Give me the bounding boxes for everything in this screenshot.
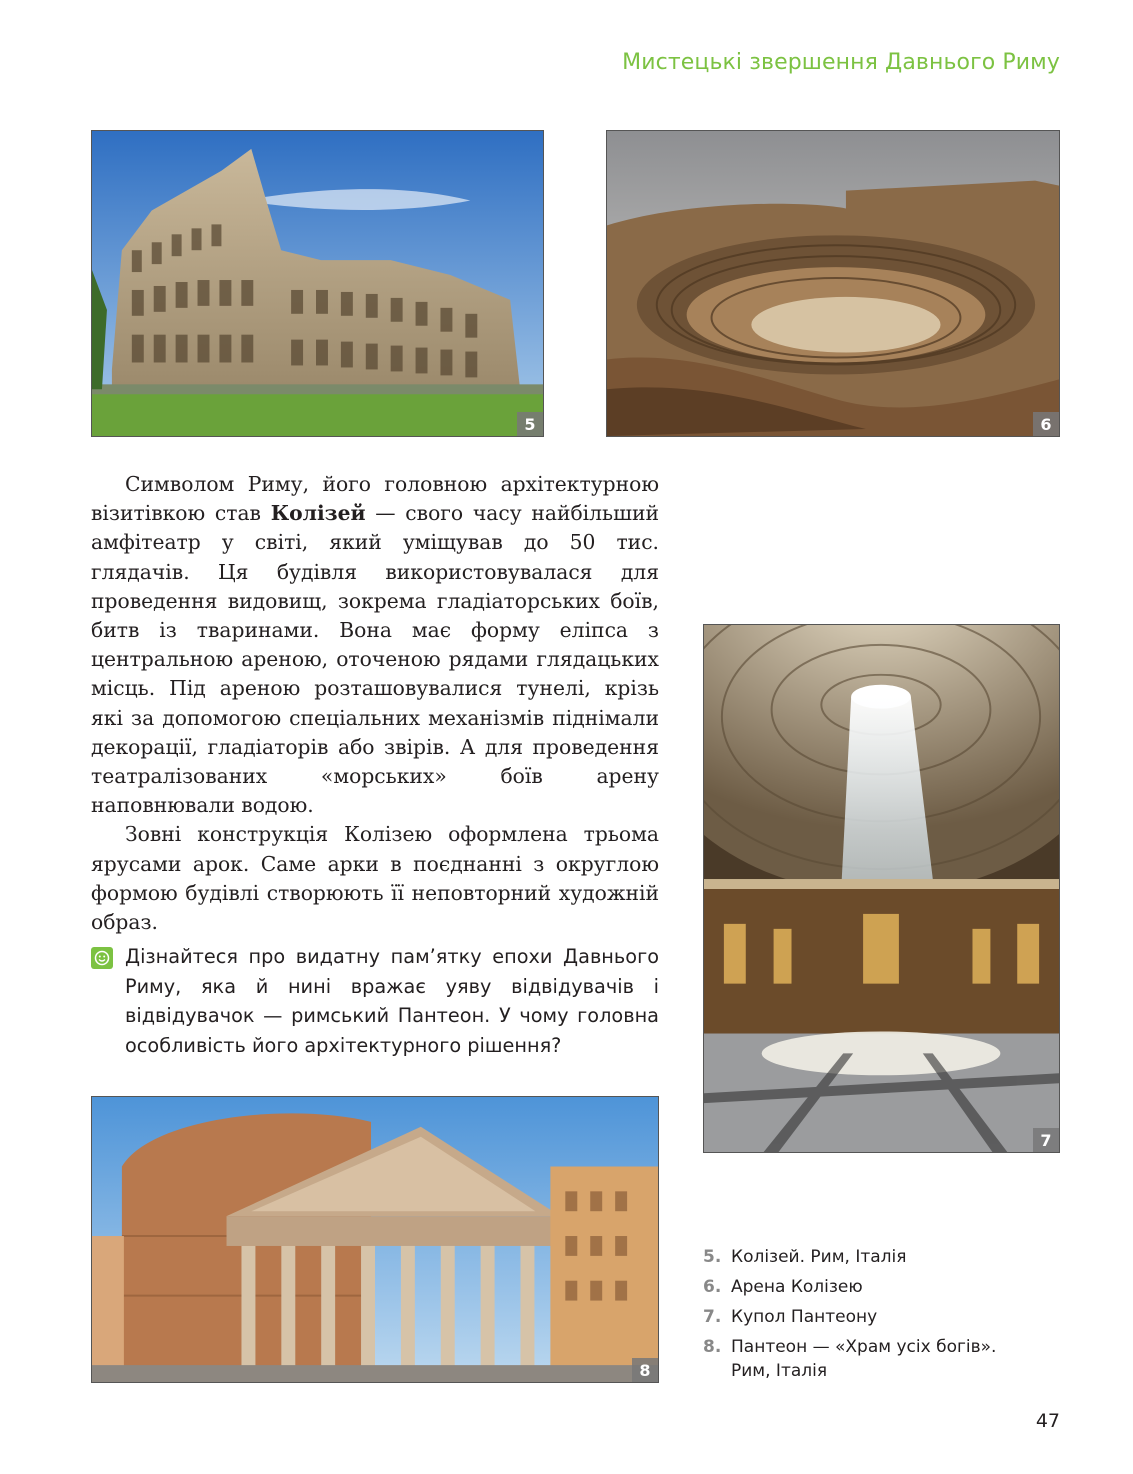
task-block	[91, 942, 659, 1060]
caption-number: 5.	[703, 1247, 722, 1267]
photo-colosseum-arena	[606, 130, 1060, 437]
main-text	[91, 470, 659, 937]
photo-colosseum-exterior	[91, 130, 544, 437]
caption-text: Купол Пантеону	[731, 1307, 878, 1327]
paragraph-arches: Зовні конструкція Колізею оформлена трьома ярусами арок. Саме арки в поєднанні з округлою формою будівлі створюють її неповторний художній образ.	[91, 822, 659, 935]
task-text: Дізнайтеся про видатну пам’ятку епохи Давнього Риму, яка й нині вражає уяву відвідувачів і відвідувачок — римський Пантеон. У чому головна особливість його архітектурного рішення?	[125, 945, 659, 1057]
caption-text: Арена Колізею	[731, 1277, 863, 1297]
caption-item	[703, 1245, 1063, 1269]
caption-item	[703, 1305, 1063, 1329]
caption-number: 7.	[703, 1307, 722, 1327]
caption-text: Пантеон — «Храм усіх богів». Рим, Італія	[731, 1337, 997, 1381]
term-colosseum: Колізей	[270, 501, 366, 526]
caption-text: Колізей. Рим, Італія	[731, 1247, 907, 1267]
photo-number-badge: 5	[517, 412, 543, 436]
photo-number-badge: 6	[1033, 412, 1059, 436]
page-number: 47	[1035, 1410, 1060, 1432]
paragraph-colosseum: Символом Риму, його головною архітектурною візитівкою став Колізей — свого часу найбільший амфітеатр у світі, який уміщував до 50 тис. глядачів. Ця будівля використовувалася для проведення видовищ, зокрема гладіаторських боїв, битв із тваринами. Вона має форму еліпса з центральною ареною, оточеною рядами глядацьких місць. Під ареною розташовувалися тунелі, крізь які за допомогою спеціальних механізмів піднімали декорації, гладіаторів або звірів. А для проведення театралізованих «морських» боїв арену наповнювали водою.	[91, 472, 659, 818]
photo-number-badge: 8	[632, 1358, 658, 1382]
photo-pantheon-dome	[703, 624, 1060, 1153]
caption-number: 8.	[703, 1337, 722, 1357]
caption-item	[703, 1335, 1063, 1383]
running-header: Мистецькі звершення Давнього Риму	[622, 50, 1060, 75]
figure-captions	[703, 1245, 1063, 1389]
photo-pantheon-facade	[91, 1096, 659, 1383]
smiley-icon	[91, 947, 113, 969]
caption-item	[703, 1275, 1063, 1299]
photo-number-badge: 7	[1033, 1128, 1059, 1152]
caption-number: 6.	[703, 1277, 722, 1297]
